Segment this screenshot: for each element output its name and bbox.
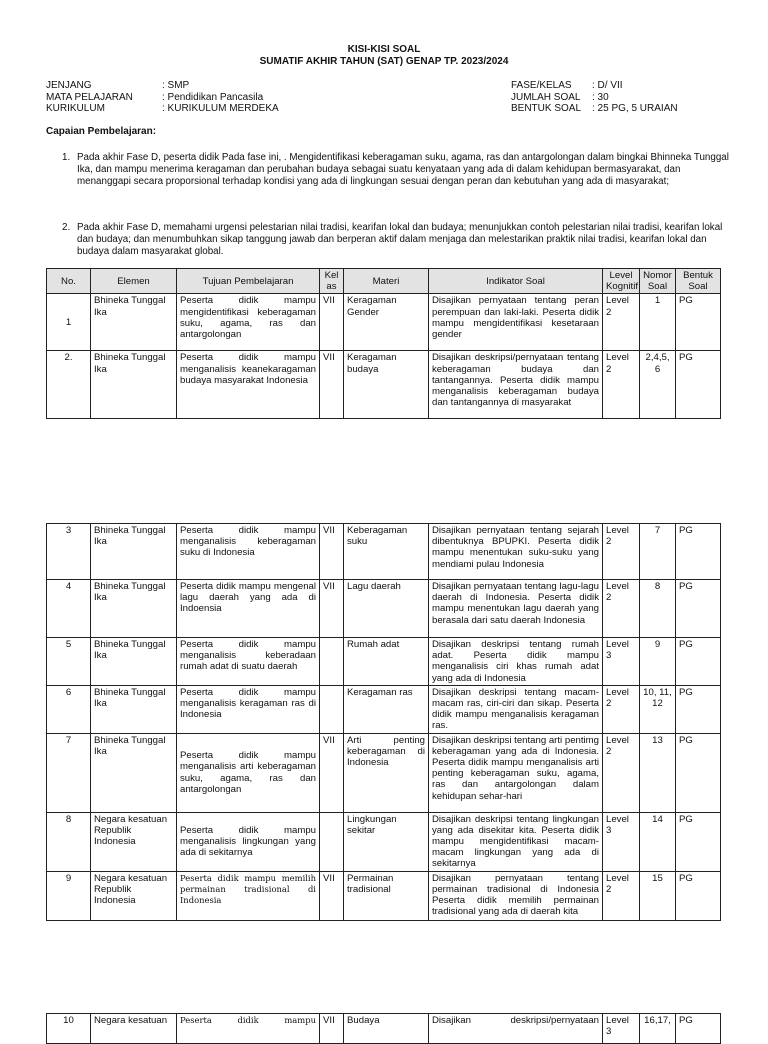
header-indikator: Indikator Soal [429,269,603,294]
cell-kelas: VII [320,580,344,638]
cell-nomor: 16,17, [640,1014,676,1044]
cell-no: 6 [47,685,91,733]
cell-no: 2. [47,351,91,419]
cell-kelas: VII [320,1014,344,1044]
cell-no: 7 [47,733,91,812]
cell-nomor: 8 [640,580,676,638]
cell-materi: Permainan tradisional [344,871,429,920]
cell-level: Level 2 [603,524,640,580]
capaian-text: Pada akhir Fase D, memahami urgensi pelestarian nilai tradisi, kearifan lokal dan budaya; menunjukkan contoh pelestarian nilai tradisi, kearifan lokal dan budaya; dan menumbuhkan sikap tanggung jawab dan berperan aktif dalam menjaga dan melestarikan praktik nilai tradisi, kearifan lokal dan budaya dalam masyarakat global. [77,222,723,257]
cell-elemen: Bhineka Tunggal Ika [91,638,177,686]
cell-materi: Lingkungan sekitar [344,812,429,871]
meta-label: BENTUK SOAL [511,103,582,114]
document-title: KISI-KISI SOAL [347,44,421,55]
cell-level: Level 2 [603,685,640,733]
cell-tujuan: Peserta didik mampu menganalisis keberagaman suku di Indonesia [177,524,320,580]
cell-level: Level 2 [603,580,640,638]
document-subtitle: SUMATIF AKHIR TAHUN (SAT) GENAP TP. 2023/2024 [259,56,509,67]
cell-tujuan: Peserta didik mampu mengidentifikasi keberagaman suku, agama, ras dan antargolongan [177,294,320,351]
table-header-row [47,269,721,294]
capaian-text: Pada akhir Fase D, peserta didik Pada fase ini, . Mengidentifikasi keberagaman suku, agama, ras dan antargolongan dalam bingkai Bhinneka Tunggal Ika, dan mampu menerima keragaman dan perubahan budaya sebagai suatu kenyataan yang ada di dalam kehidupan bermasyarakat, dan menanggapi secara proporsional terhadap kondisi yang ada di lingkungan sesuai dengan peran dan kebutuhan yang ada di masyarakat; [77,152,729,187]
cell-indikator: Disajikan pernyataan tentang lagu-lagu daerah di Indonesia. Peserta didik mampu menentukan lagu daerah yang berasala dari satu daerah Indonesia [429,580,603,638]
cell-nomor: 9 [640,638,676,686]
table-row [47,733,721,812]
meta-label: JUMLAH SOAL [511,91,581,103]
cell-level: Level 3 [603,1014,640,1044]
meta-left [46,80,279,115]
cell-tujuan: Peserta didik mampu mengenal lagu daerah yang ada di Indoensia [177,580,320,638]
cell-elemen: Bhineka Tunggal Ika [91,733,177,812]
cell-no: 3 [47,524,91,580]
cell-materi: Budaya [344,1014,429,1044]
cell-indikator: Disajikan deskripsi tentang arti pentimg keberagaman yang ada di Indonesia. Peserta didik mampu menganalisis arti penting keberagaman suku, agama, ras dan antargolongan dalam kehidupan sehar-hari [429,733,603,812]
kisi-table-part-1 [46,268,721,419]
header-no: No. [47,269,91,294]
table-row [47,524,721,580]
meta-value: : Pendidikan Pancasila [162,91,264,103]
table-row [47,812,721,871]
cell-indikator: Disajikan deskripsi/pernyataan [429,1014,603,1044]
cell-bentuk: PG [676,685,721,733]
cell-kelas [320,638,344,686]
cell-indikator: Disajikan deskripsi tentang macam-macam ras, ciri-ciri dan sikap. Peserta didik mampu menganalisis keragaman ras. [429,685,603,733]
cell-elemen: Bhineka Tunggal Ika [91,351,177,419]
meta-value: : KURIKULUM MERDEKA [162,103,279,114]
meta-value: : SMP [162,80,190,91]
cell-tujuan: Peserta didik mampu menganalisis lingkungan yang ada di sekitarnya [177,812,320,871]
cell-no: 5 [47,638,91,686]
cell-nomor: 13 [640,733,676,812]
cell-materi: Keragaman ras [344,685,429,733]
cell-kelas: VII [320,524,344,580]
header-kelas: Kel as [320,269,344,294]
header-materi: Materi [344,269,429,294]
capaian-item [62,152,732,188]
meta-label: KURIKULUM [46,103,105,114]
table-row [47,685,721,733]
cell-bentuk: PG [676,733,721,812]
cell-tujuan: Peserta didik mampu menganalisis arti keberagaman suku, agama, ras dan antargolongan [177,733,320,812]
cell-elemen: Negara kesatuan Republik Indonesia [91,812,177,871]
table-row [47,638,721,686]
capaian-item [62,222,732,258]
cell-elemen: Bhineka Tunggal Ika [91,685,177,733]
meta-value: : D/ VII [592,80,623,91]
cell-elemen: Negara kesatuan [91,1014,177,1044]
cell-level: Level 2 [603,351,640,419]
header-tujuan: Tujuan Pembelajaran [177,269,320,294]
cell-level: Level 2 [603,733,640,812]
table-row [47,351,721,419]
cell-materi: Lagu daerah [344,580,429,638]
cell-bentuk: PG [676,871,721,920]
cell-bentuk: PG [676,1014,721,1044]
cell-elemen: Bhineka Tunggal Ika [91,580,177,638]
cell-nomor: 1 [640,294,676,351]
kisi-table-part-3 [46,1013,721,1044]
header-elemen: Elemen [91,269,177,294]
cell-indikator: Disajikan pernyataan tentang permainan tradisional di Indonesia Peserta didik memilih permainan tradisional yang ada di daerah kita [429,871,603,920]
cell-nomor: 2,4,5, 6 [640,351,676,419]
table-row [47,580,721,638]
capaian-number: 2. [62,222,71,233]
meta-label: MATA PELAJARAN [46,91,133,103]
cell-tujuan: Peserta didik mampu memilih permainan tradisional di Indonesia [177,871,320,920]
table-row [47,871,721,920]
cell-tujuan: Peserta didik mampu menganalisis keanekaragaman budaya masyarakat Indonesia [177,351,320,419]
cell-level: Level 3 [603,638,640,686]
cell-no: 10 [47,1014,91,1044]
cell-tujuan: Peserta didik mampu menganalisis keberadaan rumah adat di suatu daerah [177,638,320,686]
cell-indikator: Disajikan pernyataan tentang sejarah dibentuknya BPUPKI. Peserta didik mampu menentukan suku-suku yang mendiami pulau Indonesia [429,524,603,580]
meta-label: FASE/KELAS [511,80,572,91]
header-bentuk: Bentuk Soal [676,269,721,294]
cell-bentuk: PG [676,580,721,638]
cell-materi: Keragaman budaya [344,351,429,419]
cell-kelas [320,812,344,871]
table-row [47,294,721,351]
cell-nomor: 7 [640,524,676,580]
cell-no: 9 [47,871,91,920]
cell-kelas: VII [320,294,344,351]
cell-level: Level 3 [603,812,640,871]
meta-value: : 30 [592,91,609,103]
cell-indikator: Disajikan deskripsi tentang rumah adat. Peserta didik mampu menganalisis ciri khas rumah adat yang ada di Indonesia [429,638,603,686]
cell-nomor: 14 [640,812,676,871]
table-row [47,1014,721,1044]
cell-bentuk: PG [676,351,721,419]
cell-kelas [320,685,344,733]
cell-nomor: 10, 11, 12 [640,685,676,733]
cell-indikator: Disajikan deskripsi tentang lingkungan yang ada disekitar kita. Peserta didik mampu mengidentifikasi macam-macam lingkungan yang ada di sekitarnya [429,812,603,871]
cell-bentuk: PG [676,524,721,580]
cell-level: Level 2 [603,294,640,351]
cell-no: 1 [47,294,91,351]
cell-kelas: VII [320,733,344,812]
cell-materi: Arti penting keberagaman di Indonesia [344,733,429,812]
cell-no: 8 [47,812,91,871]
header-level: Level Kognitif [603,269,640,294]
meta-label: JENJANG [46,80,92,91]
header-nomor: Nomor Soal [640,269,676,294]
cell-tujuan: Peserta didik mampu menganalisis keragaman ras di Indonesia [177,685,320,733]
cell-elemen: Negara kesatuan Republik Indonesia [91,871,177,920]
meta-right [511,80,678,115]
meta-value: : 25 PG, 5 URAIAN [592,103,678,114]
cell-indikator: Disajikan deskripsi/pernyataan tentang keberagaman budaya dan tantangannya. Peserta didik mampu menganalisis keberagaman budaya dan tantangannya di masyarakat [429,351,603,419]
cell-level: Level 2 [603,871,640,920]
capaian-number: 1. [62,152,71,163]
capaian-heading: Capaian Pembelajaran: [46,126,157,137]
kisi-table-part-2 [46,523,721,921]
cell-materi: Rumah adat [344,638,429,686]
cell-kelas: VII [320,351,344,419]
cell-kelas: VII [320,871,344,920]
cell-elemen: Bhineka Tunggal Ika [91,524,177,580]
cell-indikator: Disajikan pernyataan tentang peran perempuan dan laki-laki. Peserta didik mampu mengidentifikasi kesetaraan gender [429,294,603,351]
cell-bentuk: PG [676,294,721,351]
cell-no: 4 [47,580,91,638]
cell-nomor: 15 [640,871,676,920]
cell-materi: Keberagaman suku [344,524,429,580]
cell-bentuk: PG [676,638,721,686]
cell-bentuk: PG [676,812,721,871]
cell-tujuan: Peserta didik mampu [177,1014,320,1044]
cell-materi: Keragaman Gender [344,294,429,351]
cell-elemen: Bhineka Tunggal Ika [91,294,177,351]
